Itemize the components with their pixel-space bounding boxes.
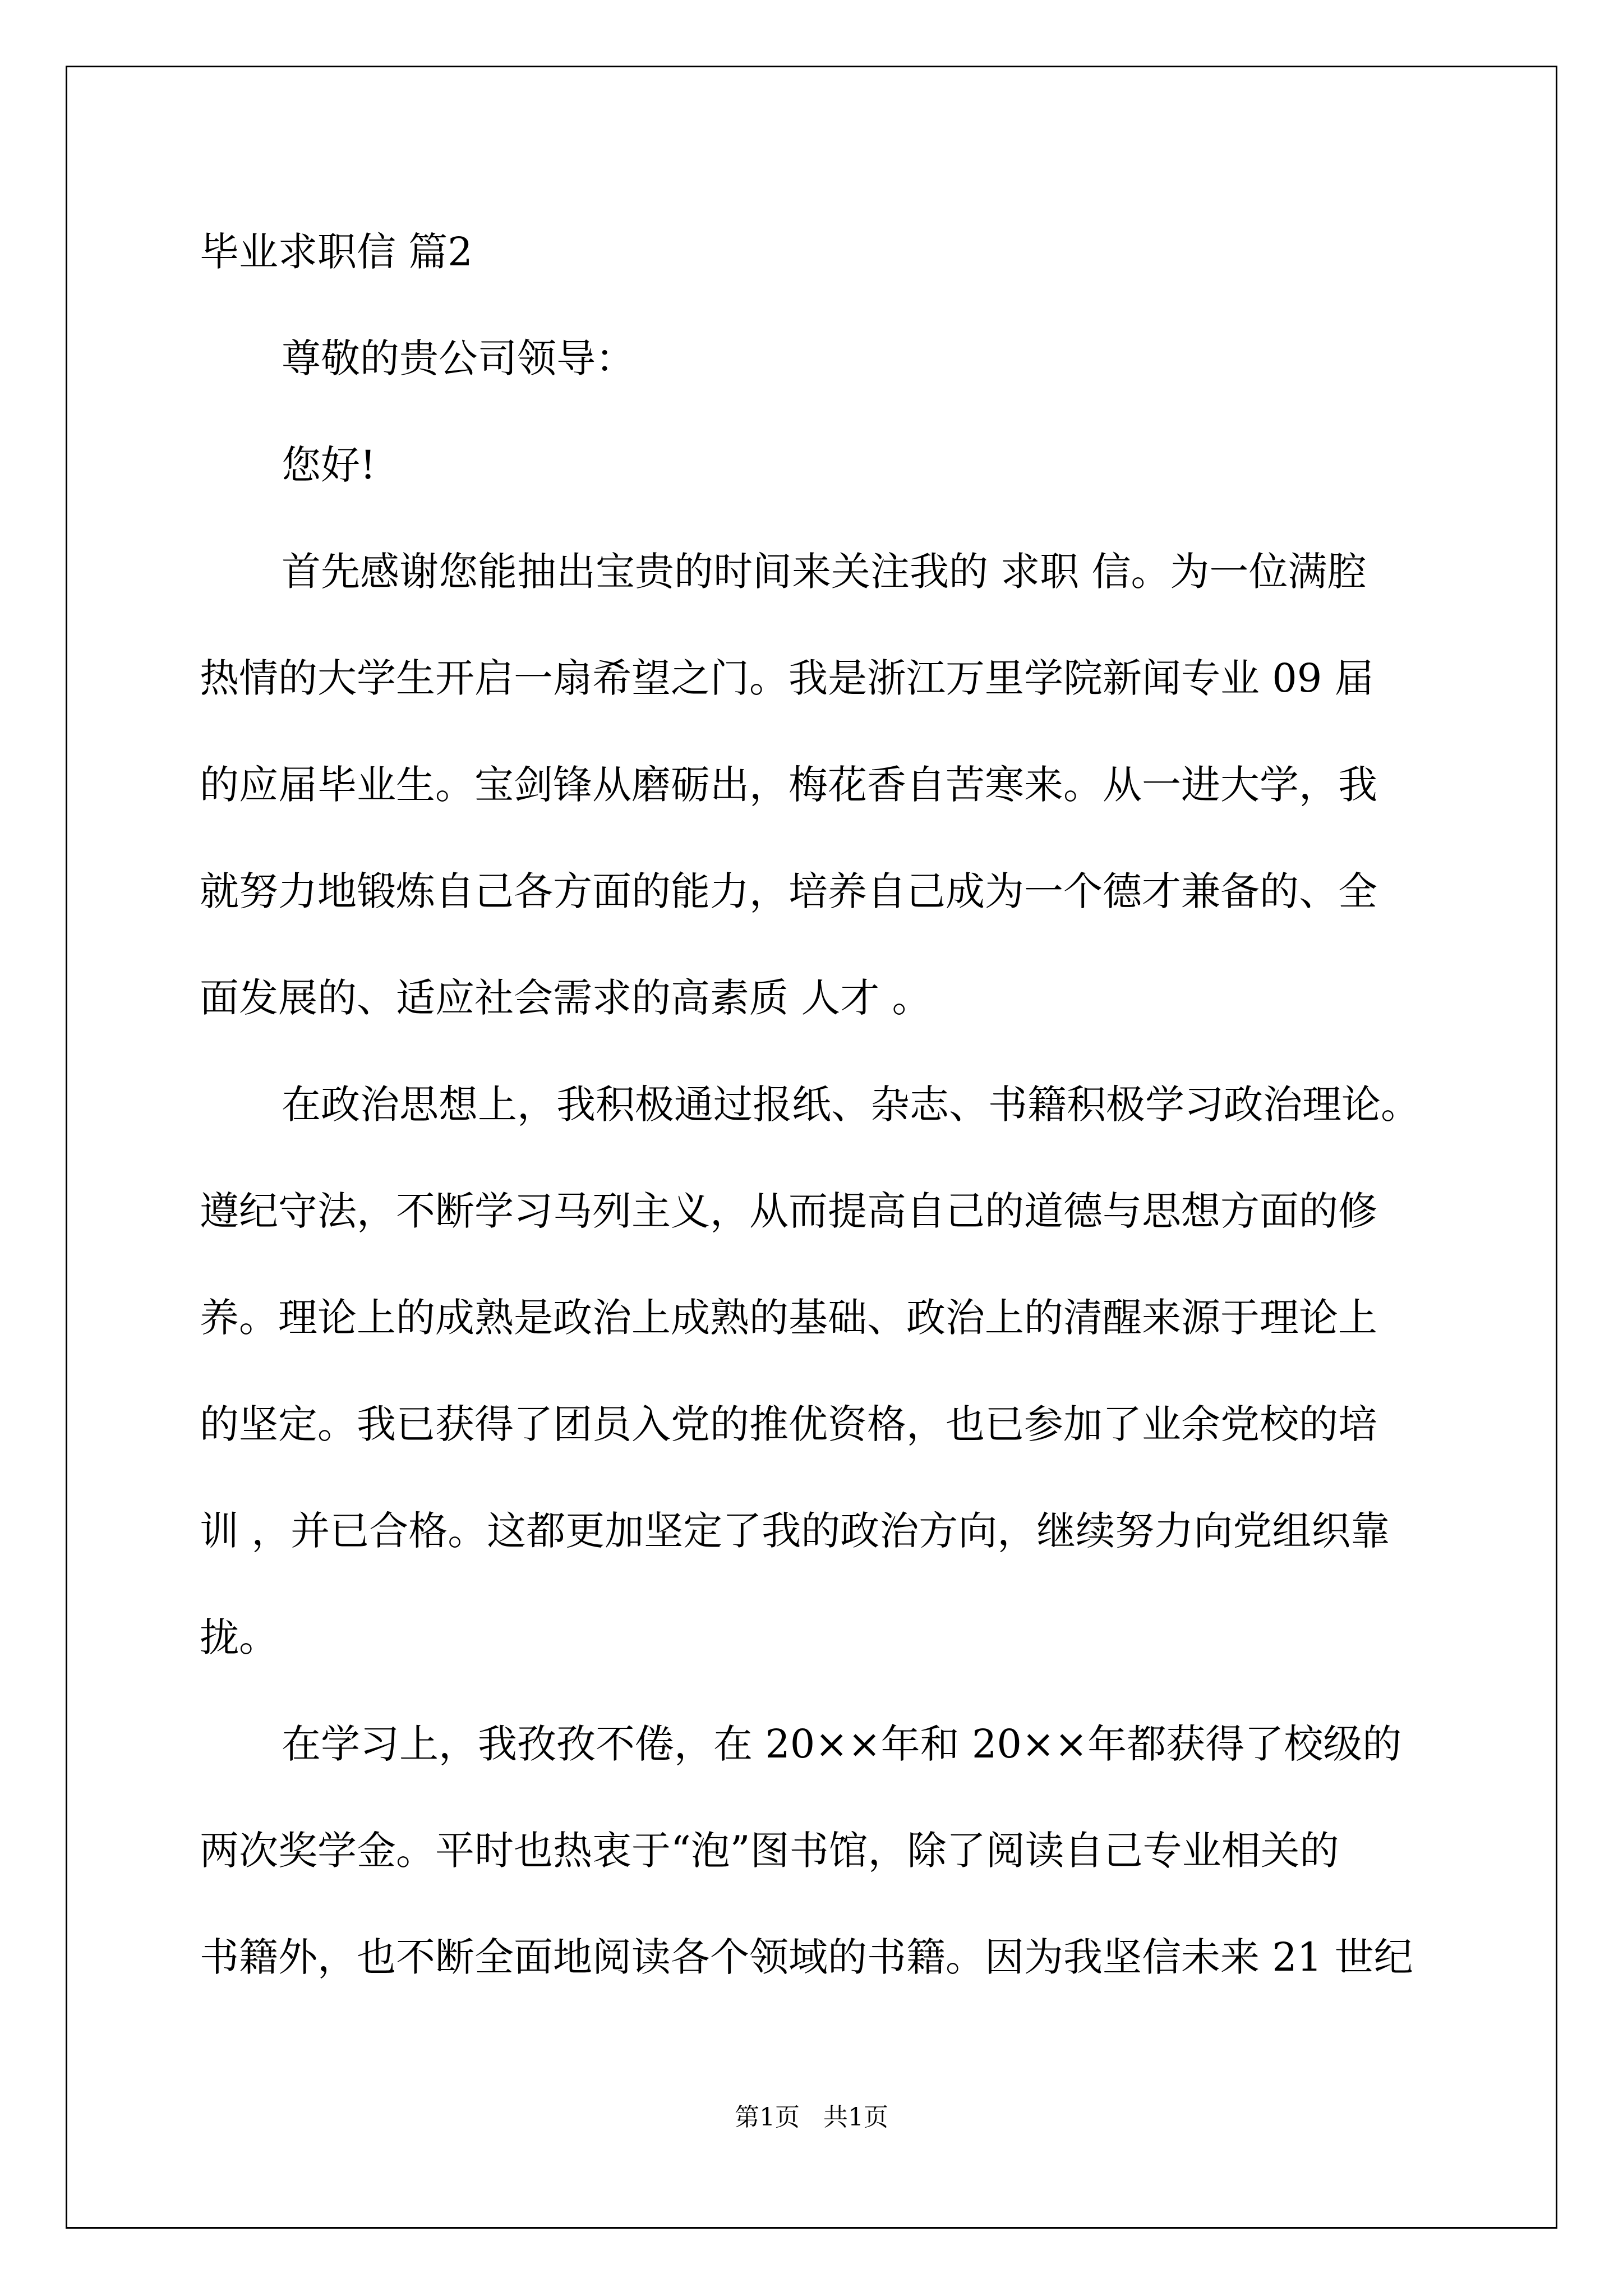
paragraph-line: 首先感谢您能抽出宝贵的时间来关注我的 求职 信。为一位满腔 [282, 549, 1367, 595]
paragraph-line: 拢。 [200, 1614, 278, 1660]
page-number: 第1页 共1页 [735, 2103, 888, 2132]
paragraph-line: 就努力地锻炼自己各方面的能力，培养自己成为一个德才兼备的、全 [200, 868, 1377, 914]
paragraph-line: 的坚定。我已获得了团员入党的推优资格，也已参加了业余党校的培 [200, 1401, 1377, 1447]
paragraph-line: 面发展的、适应社会需求的高素质 人才 。 [200, 975, 932, 1021]
paragraph-line: 在政治思想上，我积极通过报纸、杂志、书籍积极学习政治理论。 [282, 1082, 1420, 1128]
paragraph-line: 两次奖学金。平时也热衷于“泡”图书馆，除了阅读自己专业相关的 [200, 1828, 1339, 1874]
page-title: 毕业求职信 篇2 [200, 229, 473, 275]
paragraph-line: 养。理论上的成熟是政治上成熟的基础、政治上的清醒来源于理论上 [200, 1295, 1377, 1341]
paragraph-line: 训 ，并已合格。这都更加坚定了我的政治方向，继续努力向党组织靠 [200, 1508, 1390, 1554]
paragraph-line: 在学习上，我孜孜不倦，在 20××年和 20××年都获得了校级的 [282, 1721, 1402, 1767]
paragraph-line: 的应届毕业生。宝剑锋从磨砺出，梅花香自苦寒来。从一进大学，我 [200, 762, 1377, 808]
paragraph-line: 遵纪守法，不断学习马列主义，从而提高自己的道德与思想方面的修 [200, 1188, 1377, 1234]
paragraph-line: 热情的大学生开启一扇希望之门。我是浙江万里学院新闻专业 09 届 [200, 655, 1374, 701]
page-border [66, 66, 1557, 2229]
greeting-line: 尊敬的贵公司领导： [282, 335, 635, 381]
paragraph-line: 书籍外，也不断全面地阅读各个领域的书籍。因为我坚信未来 21 世纪 [200, 1934, 1413, 1980]
salutation-line: 您好! [282, 442, 376, 488]
